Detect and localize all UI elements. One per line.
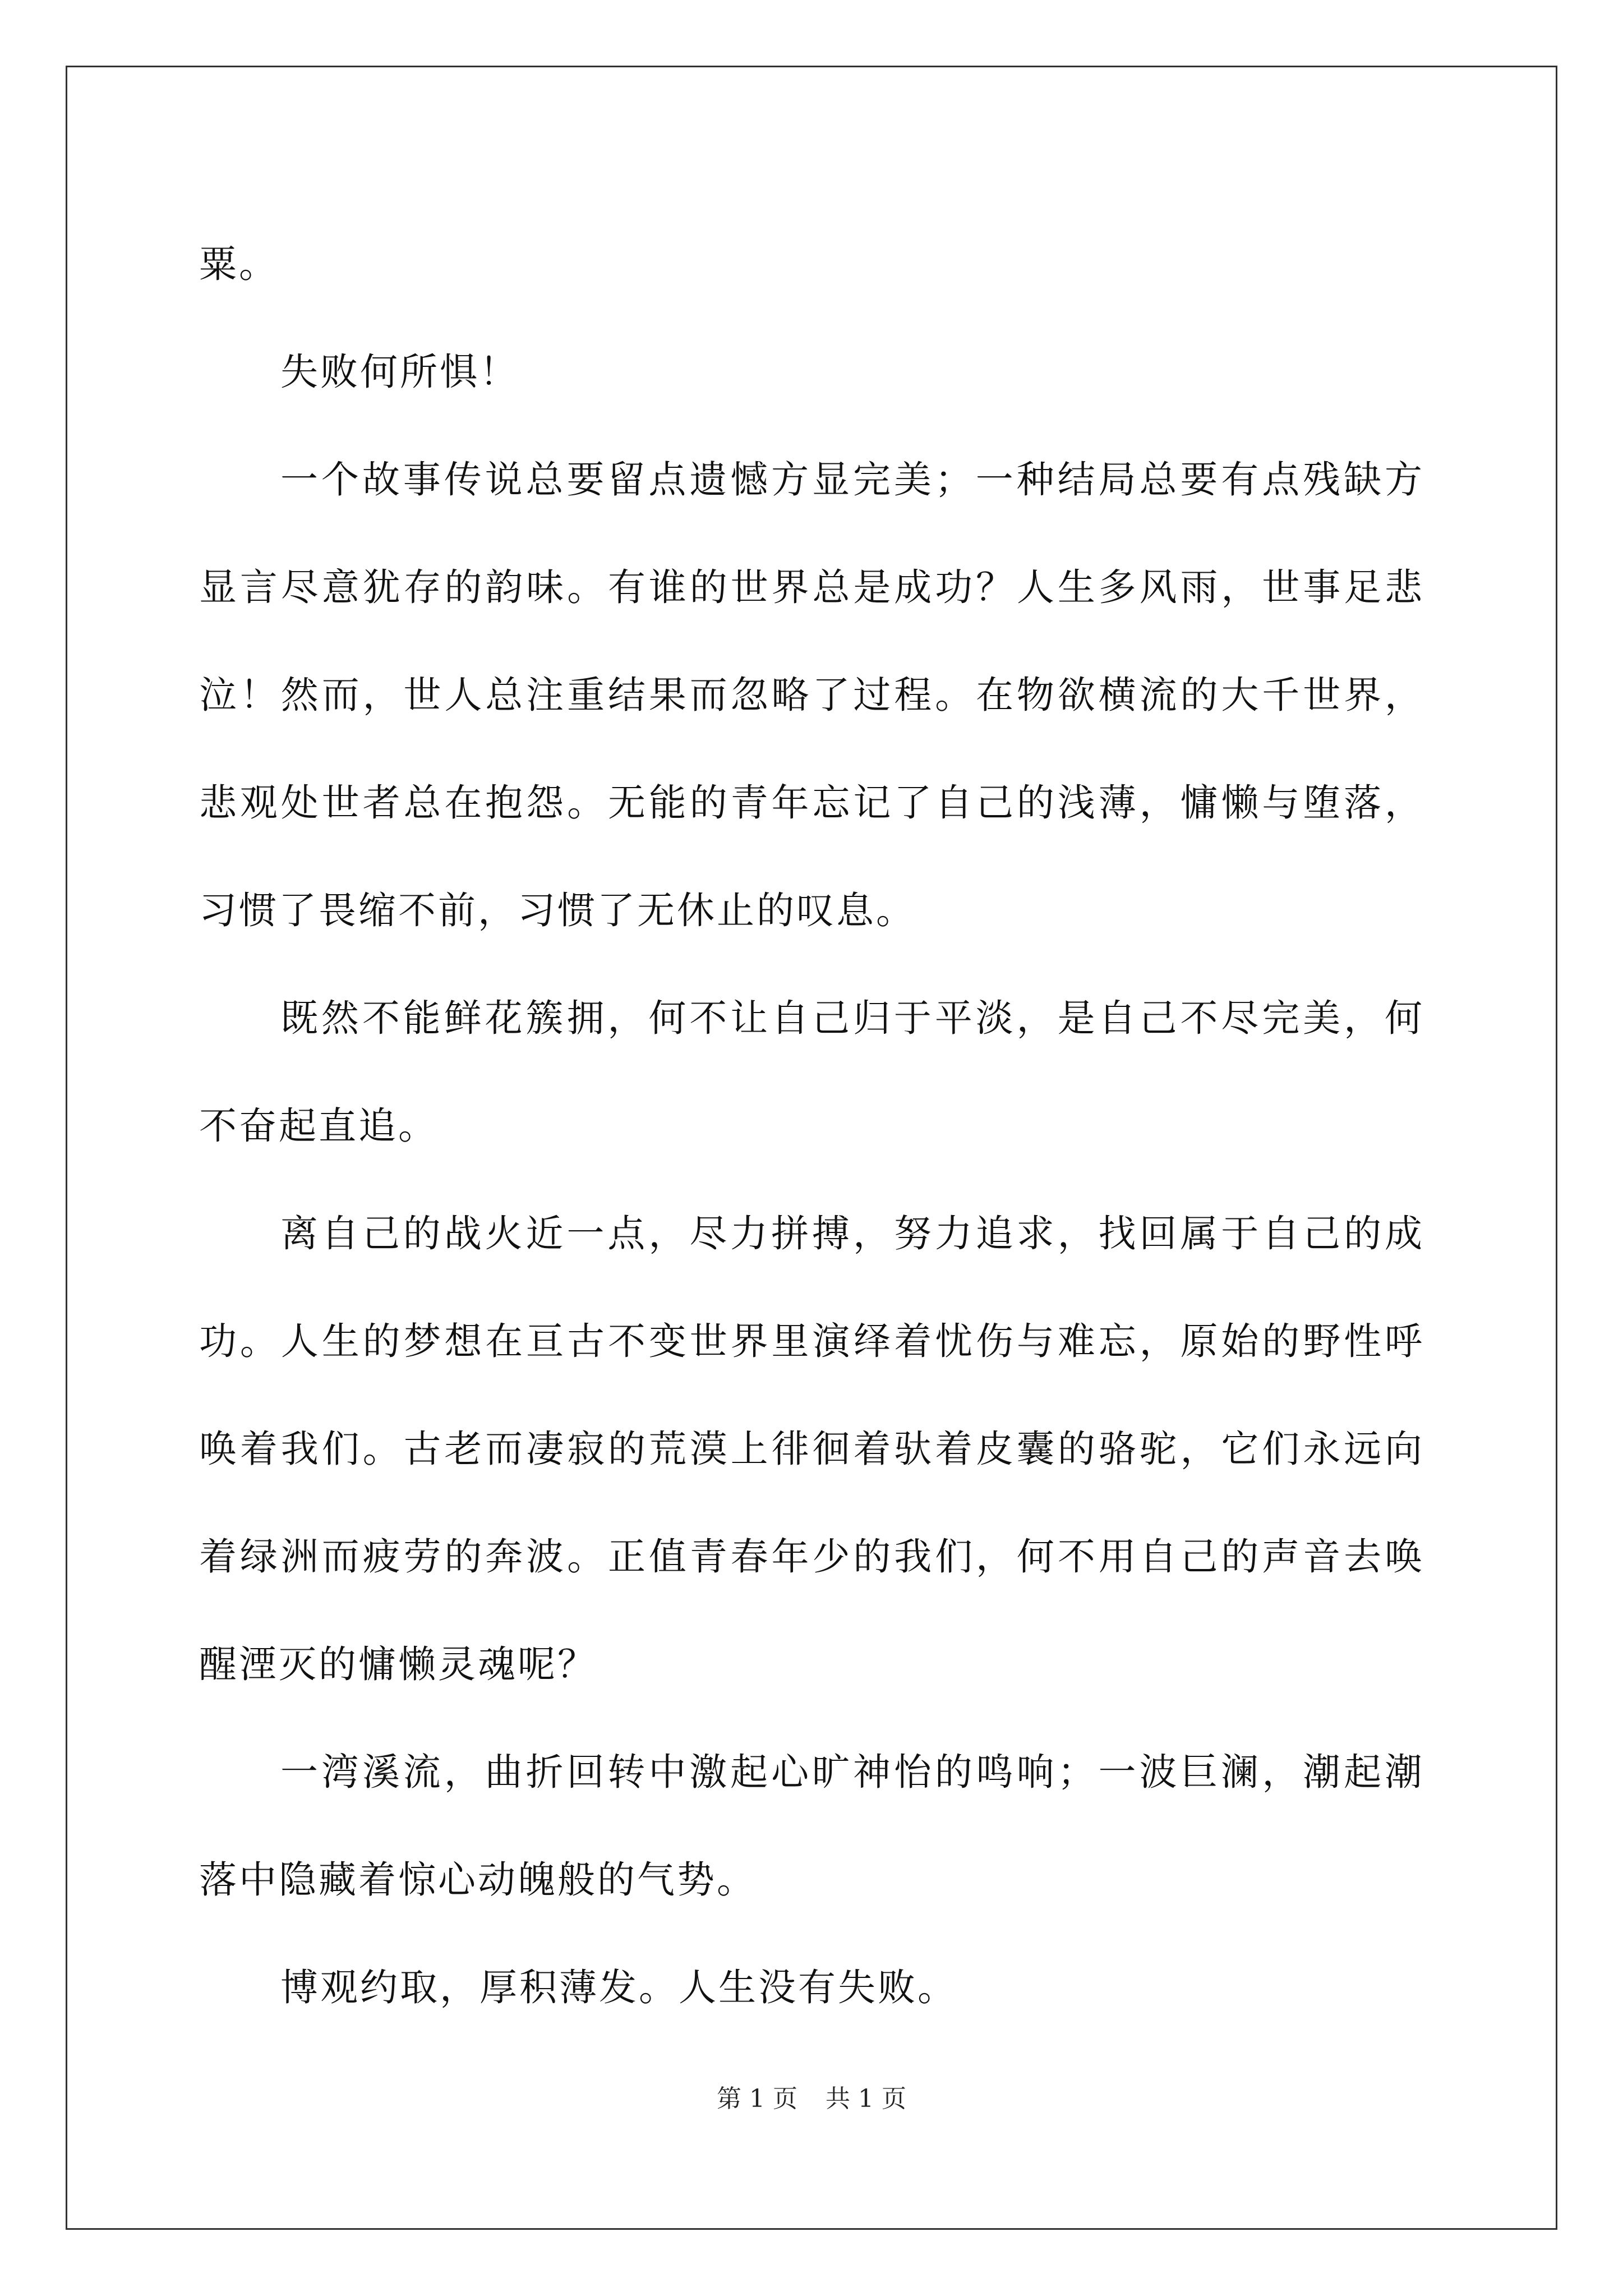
page-footer [0,2078,1623,2114]
paragraph-6: 一湾溪流，曲折回转中激起心旷神怡的鸣响；一波巨澜，潮起潮落中隐藏着惊心动魄般的气势。 [199,1750,1424,1902]
paragraph-1: 粟。 [199,242,279,286]
paragraph-5: 离自己的战火近一点，尽力拼搏，努力追求，找回属于自己的成功。人生的梦想在亘古不变世界里演绎着忧伤与难忘，原始的野性呼唤着我们。古老而凄寂的荒漠上徘徊着驮着皮囊的骆驼，它们永远向着绿洲而疲劳的奔波。正值青春年少的我们，何不用自己的声音去唤醒湮灭的慵懒灵魂呢？ [199,1212,1424,1686]
page-number: 第 1 页 [717,2085,797,2113]
paragraph-7: 博观约取，厚积薄发。人生没有失败。 [280,1966,957,2009]
paragraph-4: 既然不能鲜花簇拥，何不让自己归于平淡，是自己不尽完美，何不奋起直追。 [199,996,1424,1148]
document-body [199,210,1424,2041]
paragraph-3: 一个故事传说总要留点遗憾方显完美；一种结局总要有点残缺方显言尽意犹存的韵味。有谁的世界总是成功？人生多风雨，世事足悲泣！然而，世人总注重结果而忽略了过程。在物欲横流的大千世界，悲观处世者总在抱怨。无能的青年忘记了自己的浅薄，慵懒与堕落，习惯了畏缩不前，习惯了无休止的叹息。 [199,458,1424,932]
page-total: 共 1 页 [826,2085,906,2113]
paragraph-2: 失败何所惧！ [280,350,519,394]
